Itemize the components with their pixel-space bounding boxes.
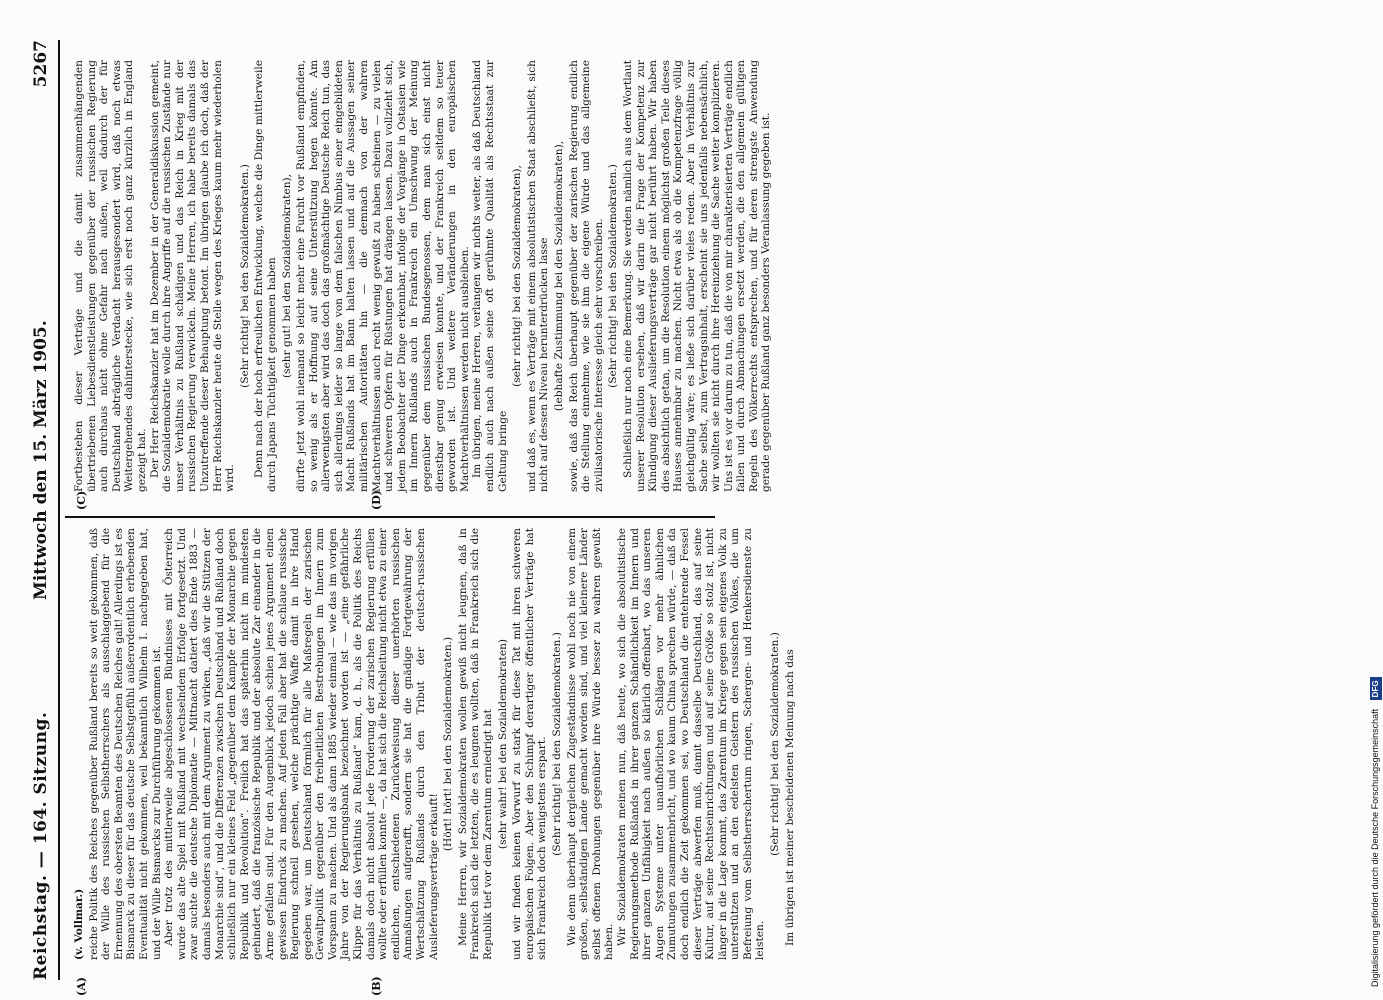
- digitization-credit: [1369, 12, 1381, 987]
- reaction: (Sehr richtig! bei den Sozialdemokraten.): [769, 632, 782, 856]
- reaction: (sehr wahr! bei den Sozialdemokraten): [496, 638, 509, 850]
- reaction: (Sehr richtig! bei den Sozialdemokraten.): [550, 632, 563, 856]
- speaker-label: (v. Vollmar.): [73, 888, 85, 960]
- paragraph: Aber trotz des mittlerweile abgeschlossenen Bündnisses mit Österreich wurde das alte Spiel mit Rußland mit wechselndem Erfolge fortgesetzt. Und zwar suchte die deutsche Diplomatie — Mittnacht datiert dies Ende 1883 — damals besonders auch mit dem Argument zu wirken, „daß wir die Stützen der Monarchie sind“, und die Differenzen zwischen Deutschland und Rußland doch schließlich nur ein kleines Feld „gegenüber dem Kampfe der Monarchie gegen Republik und Revolution“. Freilich hat das späterhin nicht im mindesten gehindert, daß die französische Republik und der absolute Zar einander in die Arme gefallen sind. Für den Augenblick jedoch schien jenes Argument einen gewissen Eindruck zu machen. Auf jeden Fall aber hat die schlaue russische Regierung schnell gesehen, welche prächtige Waffe damit in ihre Hand gegeben war, um Deutschland förmlich für alle Maßregeln der zarischen Gewaltpolitik gegenüber den freiheitlichen Bestrebungen im Innern zum Vorspann zu machen. Und als dann 1885 wieder einmal — wie das im vorigen Jahre von der Regierungsbank bezeichnet worden ist — „eine gefährliche Klippe für das Verhältnis zu Rußland“ kam, d. h., als die Politik des Reichs damals doch nicht absolut jede Forderung der zarischen Regierung erfüllen wollte oder erfüllen konnte —, da hat sich die Reichsleitung nicht etwa zu einer endlichen, entschiedenen Zurückweisung dieser unerhörten russischen Anmaßungen aufgerafft, sondern sie hat die gnädige Fortgewährung der Wertschätzung Rußlands durch den Tribut der deutsch-russischen Auslieferungsverträge erkauft!: [163, 528, 440, 960]
- paragraph: Wir Sozialdemokraten meinen nun, daß heute, wo sich die absolutistische Regierungsmethode Rußlands in ihrer ganzen Schändlichkeit im Innern und ihrer ganzen Unfähigkeit nach außen so klärlich offenbart, wo das unseren Augen Systeme unter unaufhörlichen Schlägen vor mehr ähnlichen Zumutungen zusammenbricht, und wo kaum China sprechen würde, — daß da doch endlich die Zeit gekommen sei, wo Deutschland die entehrende Fessel dieser Verträge abwerfen muß, damit dasselbe Deutschland, das auf seine Kultur, auf seine Rechtseinrichtungen und auf seine Größe so stolz ist, nicht länger in die Lage kommt, das Zarentum im Kriege gegen sein eigenes Volk zu unterstützen und an den edelsten Geistern des russischen Volkes, die um Befreiung vom Selbstherrschertum ringen, Schergen- und Henkersdienste zu leisten.: [615, 528, 767, 960]
- margin-marker-d: (D): [370, 490, 383, 510]
- reaction: (Sehr richtig! bei den Sozialdemokraten.): [238, 164, 251, 388]
- left-column: [73, 528, 796, 960]
- paragraph: Fortbestehen dieser Verträge und die damit zusammenhängenden übertriebenen Liebesdienstleistungen gegenüber der russischen Regierung auch durchaus nicht ohne Gefahr nach außen, weil dadurch der für Deutschland abträgliche Verdacht herausgesondert wird, daß noch etwas Weitergehendes dahinterstecke, wie sich erst noch ganz kürzlich in England gezeigt hat.: [73, 60, 148, 492]
- margin-marker-a: (A): [75, 977, 88, 996]
- paragraph: Im übrigen, meine Herren, verlangen wir nichts weiter, als daß Deutschland endlich auch nach außen seine oft gerühmte Qualität als Rechtsstaat zur Geltung bringe: [471, 60, 509, 492]
- paragraph: und daß es, wenn es Verträge mit einem absolutistischen Staat abschließt, sich nicht auf dessen Niveau herunterdrücken lasse: [525, 60, 551, 492]
- page-header: [25, 40, 65, 980]
- margin-marker-b: (B): [370, 976, 383, 996]
- reaction: (Hört! hört! bei den Sozialdemokraten.): [442, 636, 455, 852]
- paragraph: Denn nach der hoch erfreulichen Entwicklung, welche die Dinge mittlerweile durch Japans Tüchtigkeit genommen haben: [253, 60, 278, 492]
- column-divider: [65, 516, 715, 518]
- credit-text: Digitalisierung gefördert durch die Deutsche Forschungsgemeinschaft: [1370, 708, 1380, 987]
- paragraph: Schließlich nur noch eine Bemerkung. Sie werden nämlich aus dem Wortlaut unserer Resolution ersehen, daß wir darin die Frage der Kompetenz zur Kündigung dieser Auslieferungsverträge gar nicht berührt haben. Wir haben dies absichtlich getan, um die Resolution einem möglichst großen Teile dieses Hauses annehmbar zu machen. Nicht etwa als ob die Kompetenzfrage völlig gleichgültig wäre; es ließe sich darüber vieles reden. Aber in Verhältnis zur Sache selbst, zum Vertragsinhalt, erscheint sie uns jedenfalls nebensächlich, wir wollten sie nicht durch ihre Hereinziehung die Sache weiter komplizieren. Uns ist es vor darum zu tun, daß die von mir charakterisierten Verträge endlich fallen und durch Abmachungen ersetzt werden, die den allgemein gültigen Regeln des Völkerrechts entsprechen, und für deren strengste Anwendung gerade gegenüber Rußland ganz besonders Veranlassung gegeben ist.: [621, 60, 773, 492]
- page-number: 5267: [31, 40, 51, 88]
- paragraph: Meine Herren, wir Sozialdemokraten wollen gewiß nicht leugnen, daß in Frankreich sich die letzten, die es leugnen wollten, daß in Frankreich sich die Republik tief vor dem Zarentum erniedrigt hat: [456, 528, 494, 960]
- paragraph: Wie denn überhaupt dergleichen Zugeständnisse wohl noch nie von einem großen, selbständigen Lande gemacht worden sind, und viel kleinere Länder selbst offenen Drohungen gegenüber ihre Würde besser zu wahren gewußt haben.: [565, 528, 616, 960]
- reaction: (sehr gut! bei den Sozialdemokraten),: [280, 173, 293, 379]
- session-title: Reichstag. — 164. Sitzung.: [31, 711, 51, 980]
- rotated-page: [25, 40, 796, 996]
- right-column: [73, 60, 773, 492]
- reaction: (lebhafte Zustimmung bei den Sozialdemokraten),: [552, 140, 565, 412]
- paragraph: reiche Politik des Reiches gegenüber Rußland bereits so weit gekommen, daß der Wille des russischen Selbstherrschers als ausschlaggebend für die Ernennung des obersten Beamten des Deutschen Reiches galt! Allerdings ist es Bismarck zu dieser für das deutsche Selbstgefühl außerordentlich erhebenden Eventualität nicht gekommen, weil bekanntlich Wilhelm I. nachgegeben hat, und der Wille Bismarcks zur Durchführung gekommen ist.: [87, 528, 163, 960]
- margin-marker-c: (C): [75, 490, 88, 510]
- session-date: Mittwoch den 15. März 1905.: [31, 320, 51, 600]
- paragraph: Im übrigen ist meiner bescheidenen Meinung nach das: [783, 649, 796, 946]
- paragraph: und wir finden keinen Vorwurf zu stark für diese Tat mit ihren schweren europäischen Folgen. Aber den Schimpf derartiger öffentlicher Verträge hat sich Frankreich doch wenigstens erspart.: [511, 528, 549, 960]
- reaction: (sehr richtig! bei den Sozialdemokraten),: [511, 165, 524, 387]
- paragraph: dürfte jetzt wohl niemand so leicht mehr eine Furcht vor Rußland empfinden, so wenig als er Hoffnung auf seine Unterstützung hegen könnte. Am allerwenigsten aber wird das doch das großmächtige Deutsche Reich tun, das sich allerdings leider so lange von dem falschen Nimbus einer eingebildeten Macht Rußlands hat im Bann halten lassen und auf die Aussagen seiner militärischen Autoritäten hin — die demnach von der wahren Machtverhältnissen auch recht wenig gewußt zu haben scheinen — zu vielen und schweren Opfern für Rüstungen hat drängen lassen. Dazu vollzieht sich, jedem Beobachter der Dinge erkennbar, infolge der Vorgänge in Ostasien wie im Innern Rußlands auch in Frankreich ein Umschwung der Meinung gegenüber dem russischen Bundesgenossen, dem man sich einst nicht dienstbar genug erweisen konnte, und der Frankreich seitdem so teuer geworden ist. Und weitere Veränderungen in den europäischen Machtverhältnissen werden nicht ausbleiben.: [295, 60, 471, 492]
- dfg-logo: DFG: [1370, 677, 1382, 700]
- header-rule: [58, 40, 60, 980]
- paragraph: sowie, daß das Reich überhaupt gegenüber der zarischen Regierung endlich die Stellung einnehme, wie sie ihm die eigene Würde und das allgemeine zivilisatorische Interesse gleich sehr vorschreiben.: [567, 60, 605, 492]
- reaction: (Sehr richtig! bei den Sozialdemokraten.): [607, 164, 620, 388]
- paragraph: Der Herr Reichskanzler hat im Dezember in der Generaldiskussion gemeint, die Sozialdemokratie wolle durch ihre Angriffe auf die russischen Zustände nur unser Verhältnis zu Rußland schädigen und das Reich in Krieg mit der russischen Regierung verwickeln. Meine Herren, ich habe bereits damals das Unzutreffende dieser Behauptung betont. Im übrigen glaube ich doch, daß der Herr Reichskanzler heute die Stelle wegen des Krieges kaum mehr wiederholen wird.: [148, 60, 237, 492]
